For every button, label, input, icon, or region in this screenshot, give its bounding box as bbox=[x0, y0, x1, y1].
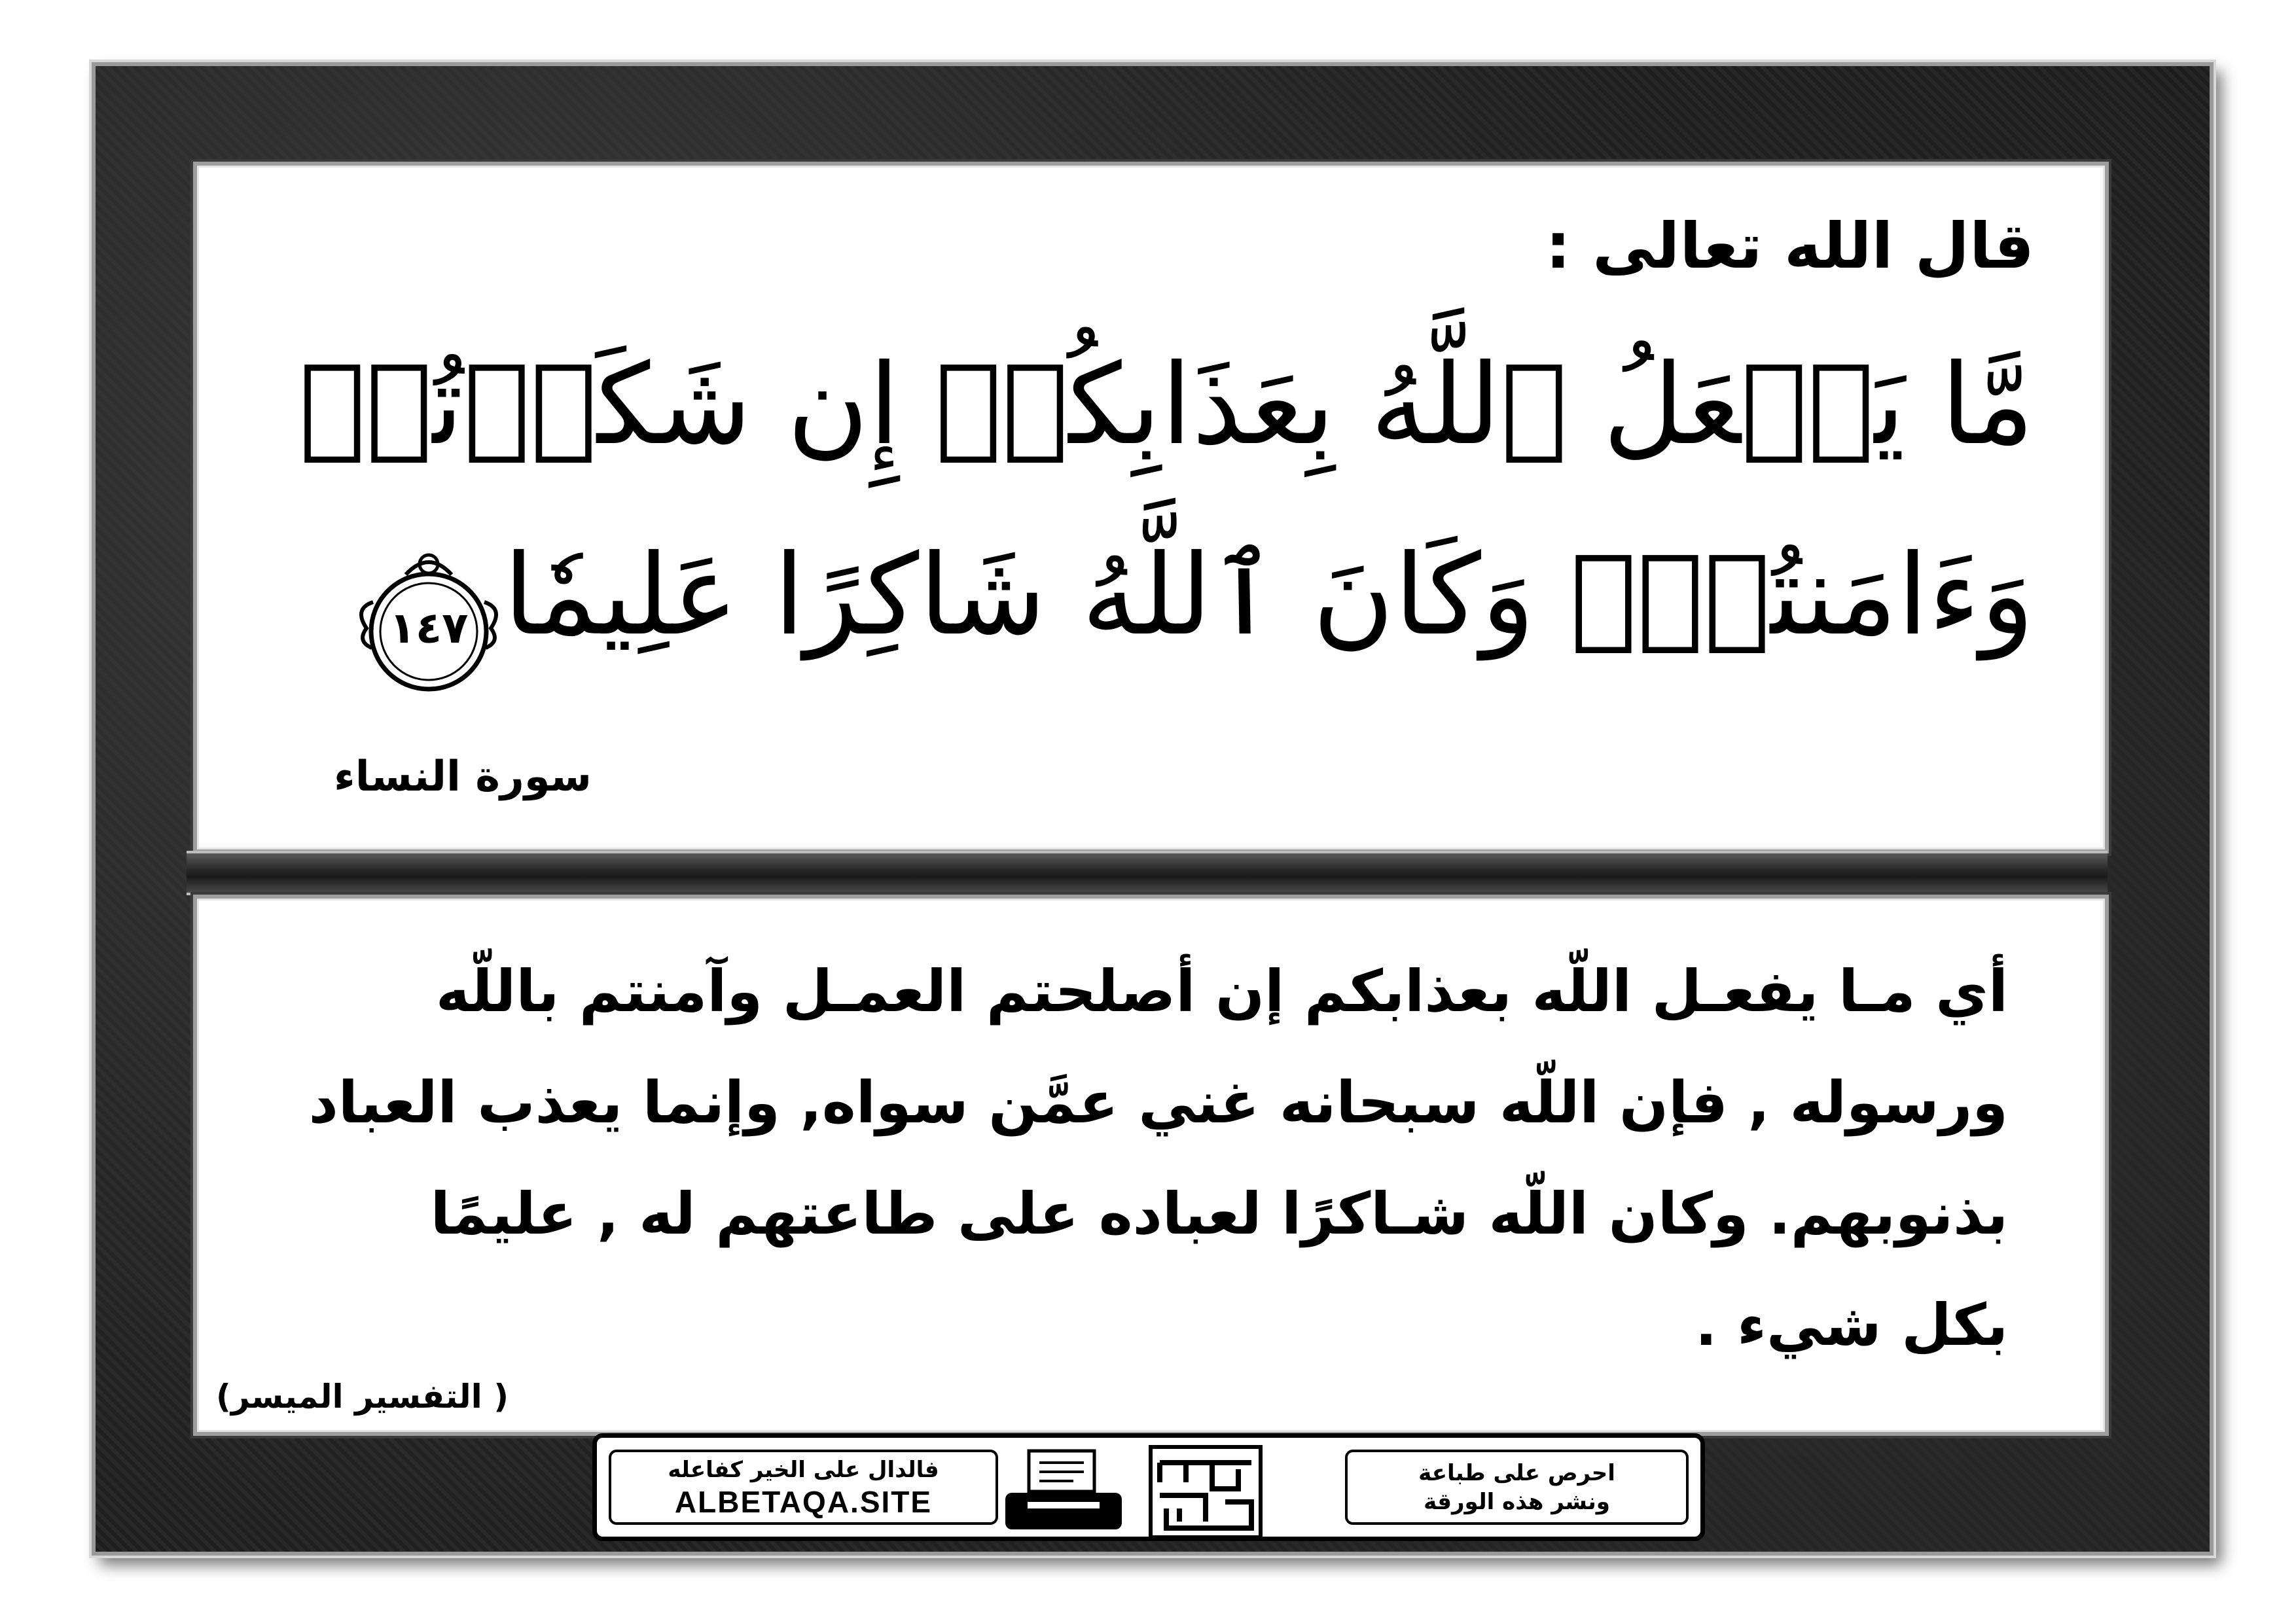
tafsir-text bbox=[241, 936, 2008, 1381]
surah-name: سورة النساء bbox=[334, 753, 592, 801]
footer-site-block bbox=[609, 1450, 998, 1525]
tafsir-line-2: ورسوله , فإن اللّه سبحانه غني عمَّن سواه, وإنما يعذب العباد bbox=[308, 1069, 2008, 1136]
tafsir-source: ( التفسير الميسر) bbox=[216, 1378, 509, 1416]
site-link[interactable]: ALBETAQA.SITE bbox=[674, 1484, 933, 1519]
footer-request-line-1: احرص على طباعة bbox=[1418, 1459, 1615, 1486]
tafsir-line-3: بذنوبهم. وكان اللّه شـاكرًا لعباده على طاعتهم له , عليمًا bbox=[430, 1180, 2008, 1247]
dawat-al-waraqa-logo bbox=[1147, 1443, 1265, 1541]
verse-line-1: مَّا يَفۡعَلُ ٱللَّهُ بِعَذَابِكُمۡ إِن شَكَرۡتُمۡ bbox=[298, 340, 2034, 470]
tafsir-line-1: أي مـا يفعـل اللّه بعذابكم إن أصلحتم العمـل وآمنتم باللّه bbox=[435, 957, 2008, 1025]
printer-icon bbox=[1001, 1447, 1126, 1533]
footer-slogan: فالدال على الخير كفاعله bbox=[668, 1456, 939, 1483]
verse-intro: قال الله تعالى : bbox=[1545, 209, 2034, 283]
footer-banner bbox=[592, 1433, 1705, 1541]
ayah-number: ١٤٧ bbox=[389, 602, 469, 653]
verse-line-2: وَءَامَنتُمۡۚ وَكَانَ ٱللَّهُ شَاكِرًا عَلِيمٗا bbox=[503, 531, 2034, 660]
footer-request-line-2: ونشر هذه الورقة bbox=[1424, 1488, 1610, 1515]
ayah-number-marker bbox=[347, 537, 511, 700]
footer-request-block bbox=[1345, 1450, 1689, 1525]
tafsir-line-4: بكل شيء . bbox=[1695, 1291, 2008, 1359]
panel-divider bbox=[187, 851, 2108, 895]
